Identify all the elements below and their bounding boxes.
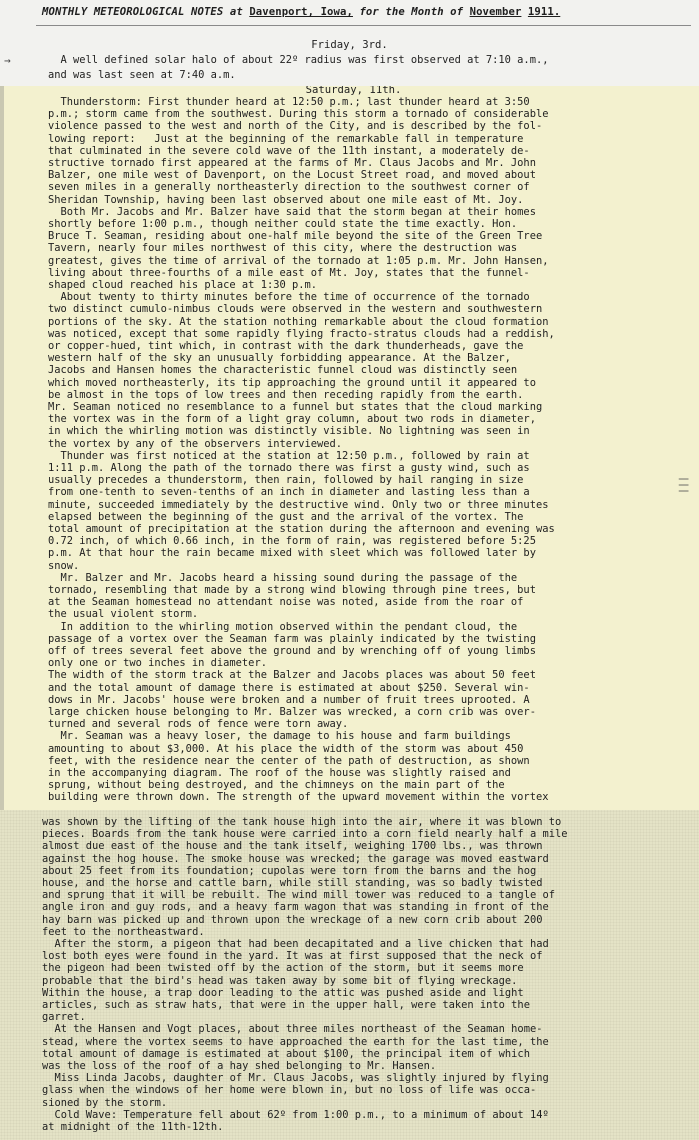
text-line: 1:11 p.m. Along the path of the tornado there was first a gusty wind, such as (48, 462, 530, 474)
text-line: 0.72 inch, of which 0.66 inch, in the form of rain, was registered before 5:25 (48, 535, 536, 548)
margin-arrow-icon: → (4, 54, 11, 67)
text-line: About twenty to thirty minutes before the time of occurrence of the tornado (48, 291, 530, 304)
text-line: the vortex by any of the observers interviewed. (48, 437, 343, 450)
text-line: only one or two inches in diameter. (48, 657, 267, 670)
text-line: Mr. Seaman was a heavy loser, the damage to his house and farm buildings (48, 730, 511, 743)
text-line: Thunder was first noticed at the station at 12:50 p.m., followed by rain at (48, 449, 530, 462)
text-line: living about three-fourths of a mile east of Mt. Joy, states that the funnel- (48, 266, 530, 279)
text-line: two distinct cumulo-nimbus clouds were observed in the western and southwestern (48, 303, 543, 316)
text-line: feet, with the residence near the center of the path of destruction, as shown (48, 754, 530, 767)
text-line: Both Mr. Jacobs and Mr. Balzer have said that the storm began at their homes (48, 205, 536, 218)
margin-mark-icon: ||| (678, 476, 689, 495)
text-line: portions of the sky. At the station nothing remarkable about the cloud formation (48, 315, 549, 328)
text-line: and was last seen at 7:40 a.m. (48, 69, 236, 81)
text-line: the vortex was in the form of a light gray column, about two rods in diameter, (48, 413, 536, 426)
text-line: in which the whirling motion was distinctly visible. No lightning was seen in (48, 425, 530, 438)
lower-strip (0, 810, 699, 1140)
text-line: minute, succeeded immediately by the destructive wind. Only two or three minutes (48, 498, 549, 511)
text-line: p.m. At that hour the rain became mixed with sleet which was followed later by (48, 547, 536, 560)
text-line: that culminated in the severe cold wave of the 11th instant, a moderately de- (48, 144, 530, 157)
section1-heading: Friday, 3rd. (311, 39, 388, 51)
text-line: After the storm, a pigeon that had been decapitated and a live chicken that had (42, 938, 549, 950)
page-header (42, 6, 560, 18)
header-middle: for the Month of (359, 6, 464, 18)
text-line: elapsed between the beginning of the gust and the arrival of the vortex. The (48, 510, 524, 523)
text-line: In addition to the whirling motion observed within the pendant cloud, the (48, 620, 518, 633)
text-line: violence passed to the west and north of the City, and is described by the fol- (48, 120, 543, 133)
text-line: and sprung that it will be rebuilt. The wind mill tower was reduced to a tangle of (42, 889, 555, 902)
text-line: Sheridan Township, having been last observed about one mile east of Mt. Joy. (48, 193, 524, 206)
text-line: Miss Linda Jacobs, daughter of Mr. Claus Jacobs, was slightly injured by flying (42, 1072, 549, 1085)
text-line: large chicken house belonging to Mr. Balzer was wrecked, a corn crib was over- (48, 706, 536, 718)
text-line: Balzer, one mile west of Davenport, on the Locust Street road, and moved about (48, 169, 536, 182)
text-line: about 25 feet from its foundation; cupolas were torn from the barns and the hog (42, 864, 537, 877)
text-line: Within the house, a trap door leading to the attic was pushed aside and light (42, 986, 524, 999)
text-line: snow. (48, 559, 80, 572)
text-line: Cold Wave: Temperature fell about 62º from 1:00 p.m., to a minimum of about 14º (42, 1108, 549, 1121)
text-line: glass when the windows of her home were blown in, but no loss of life was occa- (42, 1084, 537, 1097)
text-line: passage of a vortex over the Seaman farm was plainly indicated by the twisting (48, 632, 536, 645)
text-line: turned and several rods of fence were torn away. (48, 718, 349, 731)
text-line: tornado, resembling that made by a strong wind blowing through pine trees, but (48, 584, 536, 596)
text-line: dows in Mr. Jacobs' house were broken and a number of fruit trees uprooted. A (48, 693, 530, 706)
text-line: usually precedes a thunderstorm, then rain, followed by hail ranging in size (48, 474, 524, 487)
text-line: pieces. Boards from the tank house were carried into a corn field nearly half a mile (42, 828, 568, 841)
text-line: shaped cloud reached his place at 1:30 p.m. (48, 279, 317, 291)
text-line: Jacobs and Hansen homes the characteristic funnel cloud was distinctly seen (48, 364, 518, 377)
header-year: 1911. (527, 6, 561, 18)
text-line: and the total amount of damage there is estimated at about $250. Several win- (48, 681, 530, 694)
text-line: building were thrown down. The strength of the upward movement within the vortex (48, 791, 549, 804)
text-line: be almost in the tops of low trees and then receding rapidly from the earth. (48, 388, 524, 401)
text-line: hay barn was picked up and thrown upon the wreckage of a new corn crib about 200 (42, 913, 543, 926)
main-strip (0, 86, 699, 810)
text-line: from one-tenth to seven-tenths of an inch in diameter and lasting less than a (48, 486, 530, 499)
text-line: against the hog house. The smoke house was wrecked; the garage was moved eastward (42, 852, 549, 865)
header-rule (36, 25, 691, 26)
header-strip (0, 0, 699, 86)
text-line: Mr. Balzer and Mr. Jacobs heard a hissing sound during the passage of the (48, 571, 518, 584)
text-line: almost due east of the house and the tank itself, weighing 1700 lbs., was thrown (42, 840, 543, 853)
text-line: articles, such as straw hats, that were in the upper hall, were taken into the (42, 999, 530, 1011)
text-line: A well defined solar halo of about 22º radius was first observed at 7:10 a.m., (48, 54, 549, 66)
text-line: which moved northeasterly, its tip approaching the ground until it appeared to (48, 376, 536, 389)
text-line: the usual violent storm. (48, 608, 199, 621)
text-line: or copper-hued, tint which, in contrast with the dark thunderheads, gave the (48, 340, 524, 352)
text-line: lost both eyes were found in the yard. It was at first supposed that the neck of (42, 950, 543, 963)
text-line: structive tornado first appeared at the farms of Mr. Claus Jacobs and Mr. John (48, 157, 536, 169)
text-line: seven miles in a generally northeasterly direction to the southwest corner of (48, 181, 530, 194)
header-prefix: MONTHLY METEOROLOGICAL NOTES at (42, 6, 243, 18)
text-line: was noticed, except that some rapidly flying fracto-stratus clouds had a reddish, (48, 327, 555, 340)
text-line: p.m.; storm came from the southwest. During this storm a tornado of considerable (48, 108, 549, 121)
header-place: Davenport, Iowa, (249, 6, 353, 18)
text-line: The width of the storm track at the Balzer and Jacobs places was about 50 feet (48, 669, 536, 682)
text-line: probable that the bird's head was taken away by some bit of flying wreckage. (42, 974, 518, 987)
text-line: At the Hansen and Vogt places, about three miles northeast of the Seaman home- (42, 1023, 543, 1036)
text-line: at the Seaman homestead no attendant noise was noted, aside from the roar of (48, 596, 524, 609)
text-line: at midnight of the 11th-12th. (42, 1121, 224, 1133)
text-line: feet to the northeastward. (42, 925, 205, 938)
text-line: total amount of damage is estimated at about $100, the principal item of which (42, 1047, 530, 1060)
text-line: western half of the sky an unusually forbidding appearance. At the Balzer, (48, 352, 511, 365)
section2-heading: Saturday, 11th. (305, 86, 402, 96)
text-line: Tavern, nearly four miles northwest of this city, where the destruction was (48, 242, 518, 255)
text-line: total amount of precipitation at the station during the afternoon and evening was (48, 523, 555, 535)
text-line: was the loss of the roof of a hay shed belonging to Mr. Hansen. (42, 1060, 437, 1072)
text-line: was shown by the lifting of the tank house high into the air, where it was blown to (42, 816, 562, 828)
text-line: shortly before 1:00 p.m., though neither could state the time exactly. Hon. (48, 218, 518, 230)
text-line: off of trees several feet above the ground and by wrenching off of young limbs (48, 645, 536, 657)
text-line: house, and the horse and cattle barn, while still standing, was so badly twisted (42, 877, 543, 889)
text-line: Bruce T. Seaman, residing about one-half mile beyond the site of the Green Tree (48, 230, 543, 243)
header-month: November (469, 6, 522, 18)
text-line: stead, where the vortex seems to have approached the earth for the last time, the (42, 1035, 549, 1048)
text-line: garret. (42, 1011, 86, 1024)
text-line: the pigeon had been twisted off by the action of the storm, but it seems more (42, 962, 524, 975)
text-line: angle iron and guy rods, and a heavy farm wagon that was standing in front of the (42, 901, 549, 914)
text-line: sioned by the storm. (42, 1096, 168, 1109)
text-line: Mr. Seaman noticed no resemblance to a funnel but states that the cloud marking (48, 401, 543, 413)
text-line: sprung, without being destroyed, and the chimneys on the main part of the (48, 779, 505, 792)
text-line: Thunderstorm: First thunder heard at 12:50 p.m.; last thunder heard at 3:50 (48, 96, 530, 108)
text-line: in the accompanying diagram. The roof of the house was slightly raised and (48, 767, 511, 779)
text-line: greatest, gives the time of arrival of the tornado at 1:05 p.m. Mr. John Hansen, (48, 254, 549, 267)
text-line: amounting to about $3,000. At his place the width of the storm was about 450 (48, 742, 524, 755)
text-line: lowing report: Just at the beginning of the remarkable fall in temperature (48, 132, 524, 145)
